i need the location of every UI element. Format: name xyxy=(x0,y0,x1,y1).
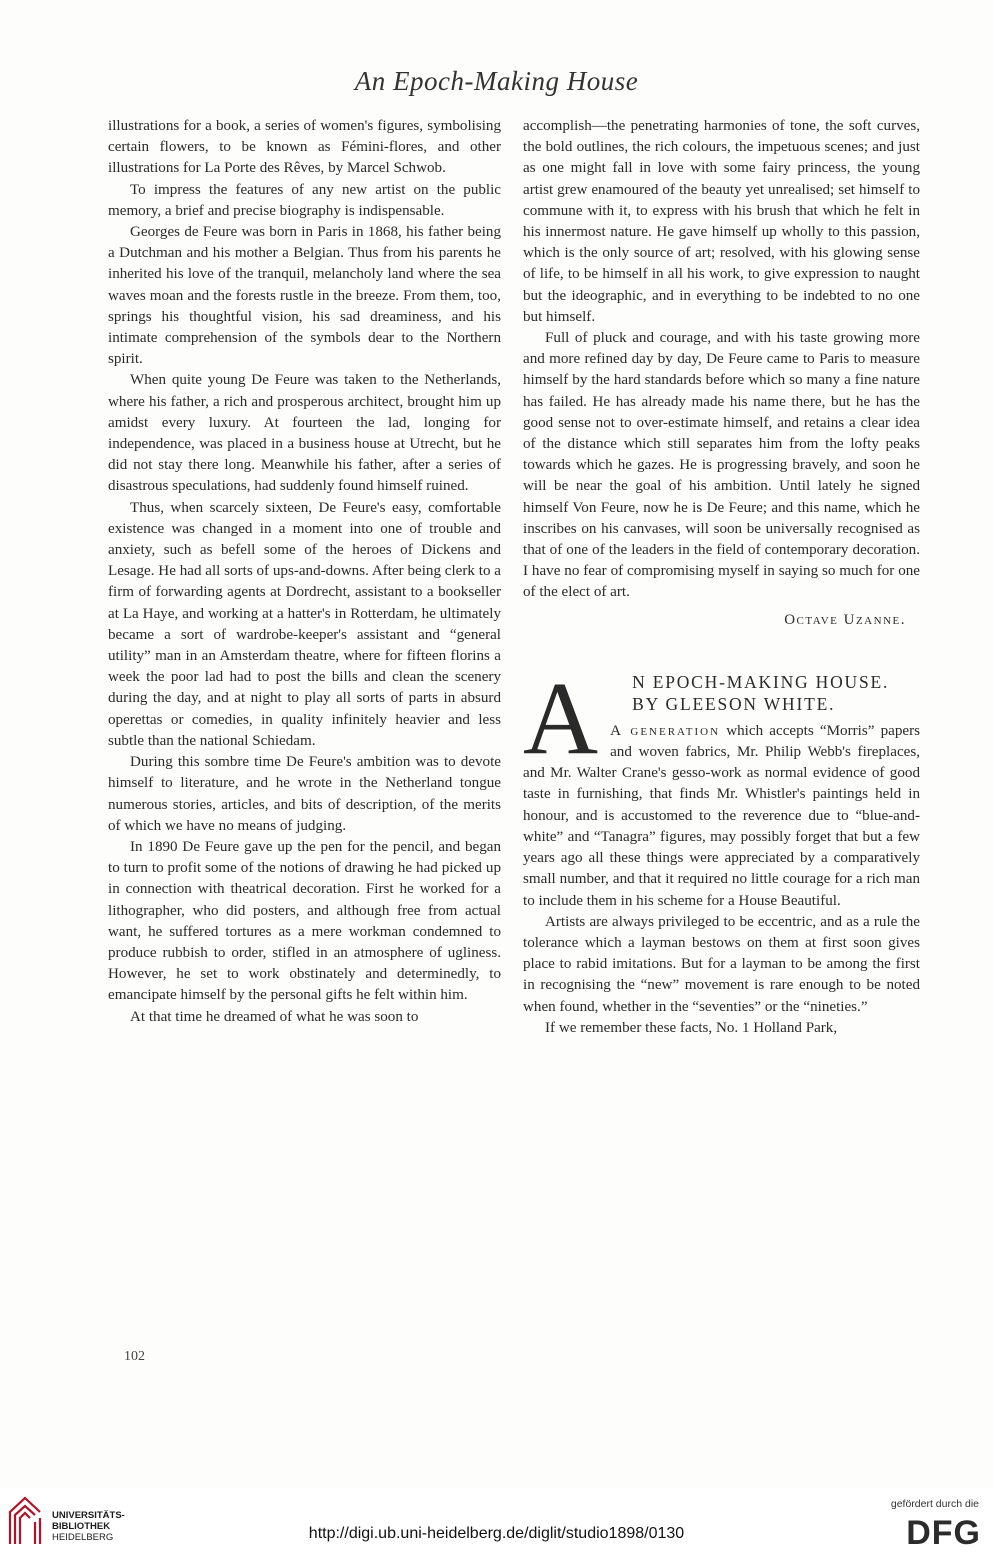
paragraph: illustrations for a book, a series of women's figures, symbolising certain flowers, to be known as Fémini-flores, and other illustrations for La Porte des Rêves, by Marcel Schwob. xyxy=(108,118,501,177)
paragraph: To impress the features of any new artist on the public memory, a brief and precise biography is indispensable. xyxy=(108,181,501,219)
paragraph: accomplish—the penetrating harmonies of tone, the soft curves, the bold outlines, the rich colours, the impetuous scenes; and just as one might fall in love with some fairy princess, the young artist grew enamoured of the beauty yet unrealised; set himself to commune with it, to express with his brush that which he felt in his innermost nature. He gave himself up wholly to this passion, which is the only source of art; resolved, with his glowing sense of life, to be himself in all his work, to give expression to naught but the ideographic, and in everything to be indebted to no one but himself. xyxy=(523,118,920,325)
page-number: 102 xyxy=(124,1349,145,1364)
lead-in: A generation xyxy=(610,722,721,739)
paragraph: At that time he dreamed of what he was soon to xyxy=(130,1008,419,1025)
dfg-logo: DFG xyxy=(906,1514,981,1552)
paragraph: Georges de Feure was born in Paris in 1868, his father being a Dutchman and his mother a Belgian. Thus from his parents he inherited his love of the tranquil, melancholy land where the sea waves moan and the forests rustle in the breeze. From them, too, springs his thoughtful vision, his sad dreaminess, and his intimate comprehension of the symbols dear to the Northern spirit. xyxy=(108,224,501,368)
paragraph: During this sombre time De Feure's ambition was to devote himself to literature, and he wrote in the Netherland tongue numerous stories, articles, and bits of description, of the merits of which we have no means of judging. xyxy=(108,754,501,834)
right-column xyxy=(523,116,920,1039)
lead-paragraph-text: which accepts “Morris” papers and woven fabrics, Mr. Philip Webb's fireplaces, and Mr. Walter Crane's gesso-work as normal evidence of good taste in furnishing, that finds Mr. Whistler's paintings held in honour, and is accustomed to the reverence due to “blue-and-white” and “Tanagra” figures, may possibly forget that but a few years ago all these things were appreciated by a comparatively small number, and that it required no little courage for a rich man to include them in his scheme for a House Beautiful. xyxy=(523,722,920,909)
institution-line: UNIVERSITÄTS- xyxy=(52,1510,125,1521)
article-byline: BY GLEESON WHITE. xyxy=(632,693,836,714)
left-column xyxy=(108,116,501,1028)
paragraph: When quite young De Feure was taken to the Netherlands, where his father, a rich and prosperous architect, brought him up amidst every luxury. At fourteen the lad, longing for independence, was placed in a business house at Utrecht, but he did not stay there long. Meanwhile his father, after a series of disastrous speculations, had suddenly found himself ruined. xyxy=(108,372,501,495)
paragraph: In 1890 De Feure gave up the pen for the pencil, and began to turn to profit some of the notions of drawing he had picked up in connection with theatrical decoration. First he worked for a lithographer, who did posters, and although free from actual want, he suffered tortures as a mere workman condemned to produce rubbish to order, stifled in an atmosphere of ugliness. However, he set to work obstinately and determinedly, to emancipate himself by the personal gifts he felt within him. xyxy=(108,838,501,1004)
article-heading xyxy=(523,660,920,912)
digital-copy-link[interactable]: http://digi.ub.uni-heidelberg.de/diglit/studio1898/0130 xyxy=(308,1525,685,1542)
paragraph: If we remember these facts, No. 1 Holland Park, xyxy=(545,1019,838,1036)
funded-by-label: gefördert durch die xyxy=(890,1498,979,1510)
drop-cap: A xyxy=(523,660,599,776)
digitization-footer xyxy=(0,1488,993,1561)
institution-line: BIBLIOTHEK xyxy=(52,1521,111,1532)
running-head: An Epoch-Making House xyxy=(354,66,639,96)
paragraph: Thus, when scarcely sixteen, De Feure's easy, comfortable existence was changed in a moment into one of trouble and anxiety, such as befell some of the heroes of Dickens and Lesage. He had all sorts of ups-and-downs. After being clerk to a firm of forwarding agents at Dordrecht, assistant to a bookseller at La Haye, and working at a hatter's in Rotterdam, he ultimately became a sort of wardrobe-keeper's assistant and “general utility” man in an Amsterdam theatre, where for fifteen florins a week the poor lad had to post the bills and clean the scenery during the day, and at night to play all sorts of parts in absurd operettas or comedies, in quality infinitely heavier and less subtle than the national Schiedam. xyxy=(108,499,501,749)
paragraph: Artists are always privileged to be eccentric, and as a rule the tolerance which a layman bestows on them at first soon gives place to rabid imitations. But for a layman to be among the first in recognising the “new” movement is rare enough to be noted when found, whether in the “seventies” or the “nineties.” xyxy=(523,913,920,1015)
article-title: N EPOCH-MAKING HOUSE. xyxy=(632,671,890,692)
paragraph: Full of pluck and courage, and with his taste growing more and more refined day by day, De Feure came to Paris to measure himself by the hard standards before which so many a fine nature has failed. He has already made his name there, but he has the good sense not to over-estimate himself, and retains a clear idea of the distance which still separates him from the lofty peaks towards which he gazes. He is progressing bravely, and soon he will be near the goal of his ambition. Until lately he signed himself Von Feure, now he is De Feure; and this name, which he inscribes on his canvases, will soon be universally recognised as that of one of the leaders in the field of contemporary decoration. I have no fear of compromising myself in saying so much for one of the elect of art. xyxy=(523,330,920,601)
institution-line: HEIDELBERG xyxy=(52,1532,114,1543)
author-signature: Octave Uzanne. xyxy=(784,611,906,628)
